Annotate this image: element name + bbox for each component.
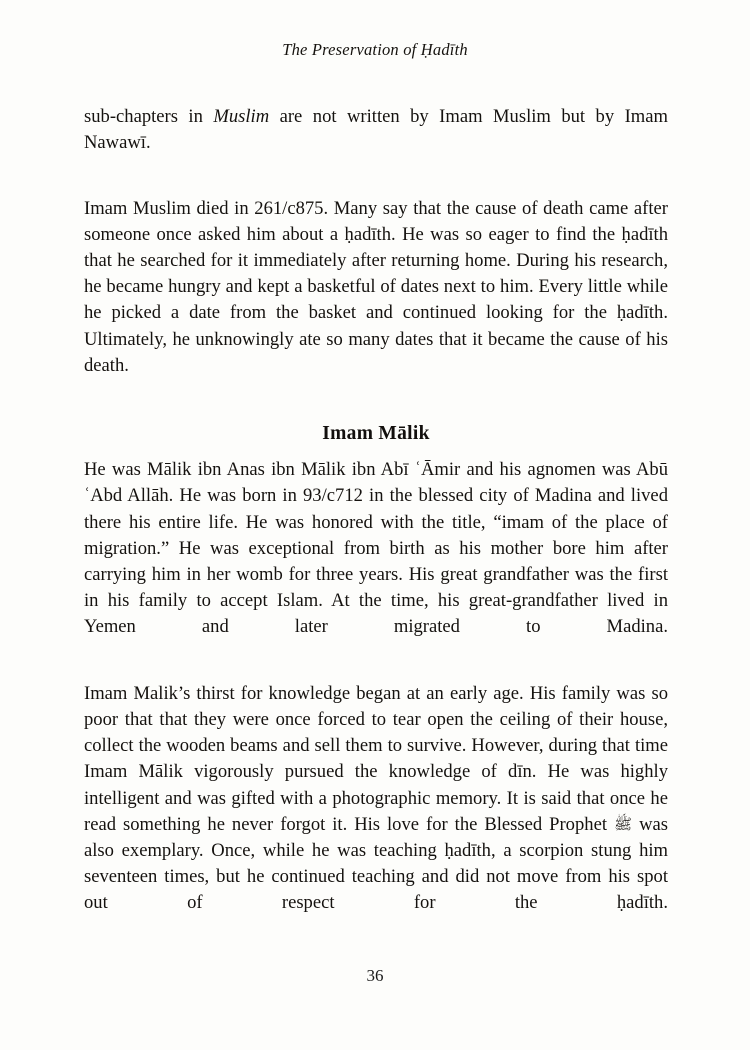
section-heading-imam-malik: Imam Mālik: [322, 423, 430, 445]
text-run: are not written by Imam Muslim but by Imam Nawawī.: [84, 106, 668, 154]
text-block: [84, 104, 668, 943]
running-head: The Preservation of Ḥadīth: [282, 40, 468, 59]
page-number: 36: [366, 966, 384, 985]
paragraph-3: [84, 457, 668, 667]
text-run: Imam Malik’s thirst for knowledge began at an early age. His family was so poor that that they were once forced to tear open the ceiling of their house, collect the wooden beams and sell them to survive. However, during that time Imam Mālik vigorously pursued the knowledge of dīn. He was highly intelligent and was gifted with a photographic memory. It is said that once he read something he never forgot it. His love for the Blessed Prophet: [84, 682, 668, 835]
text-run: He was Mālik ibn Anas ibn Mālik ibn Abī ʿĀmir and his agnomen was Abū ʿAbd Allāh. He was born in 93/c712 in the blessed city of Madina and lived there his entire life. He was honored with the title, “imam of the place of migration.” He was exceptional from birth as his mother bore him after carrying him in her womb for three years. His great grandfather was the first in his family to accept Islam. At the time, his great-grandfather lived in Yemen and later migrated to Madina.: [84, 459, 668, 638]
text-run: sub-chapters in: [84, 106, 214, 127]
paragraph-2: [84, 196, 668, 406]
paragraph-1: [84, 104, 668, 183]
paragraph-4: Imam Malik’s thirst for knowledge began at an early age. His family was so poor that that they were once forced to tear open the ceiling of their house, collect the wooden beams and sell them to survive. However, during that time Imam Mālik vigorously pursued the knowledge of dīn. He was highly intelligent and was gifted with a photographic memory. It is said that once he read something he never forgot it. His love for the Blessed Prophet ﷺ was also exemplary. Once, while he was teaching ḥadīth, a scorpion stung him seventeen times, but he continued teaching and did not move from his spot out of respect for the ḥadīth.: [84, 682, 668, 914]
text-run: Imam Muslim died in 261/c875. Many say that the cause of death came after someone once asked him about a ḥadīth. He was so eager to find the ḥadīth that he searched for it immediately after returning home. During his research, he became hungry and kept a basketful of dates next to him. Every little while he picked a date from the basket and continued looking for the ḥadīth. Ultimately, he unknowingly ate so many dates that it became the cause of his death.: [84, 197, 668, 376]
text-run: was also exemplary. Once, while he was teaching ḥadīth, a scorpion stung him seventeen times, but he continued teaching and did not move from his spot out of respect for the ḥadīth.: [84, 813, 668, 914]
italic-title: Muslim: [213, 106, 270, 127]
